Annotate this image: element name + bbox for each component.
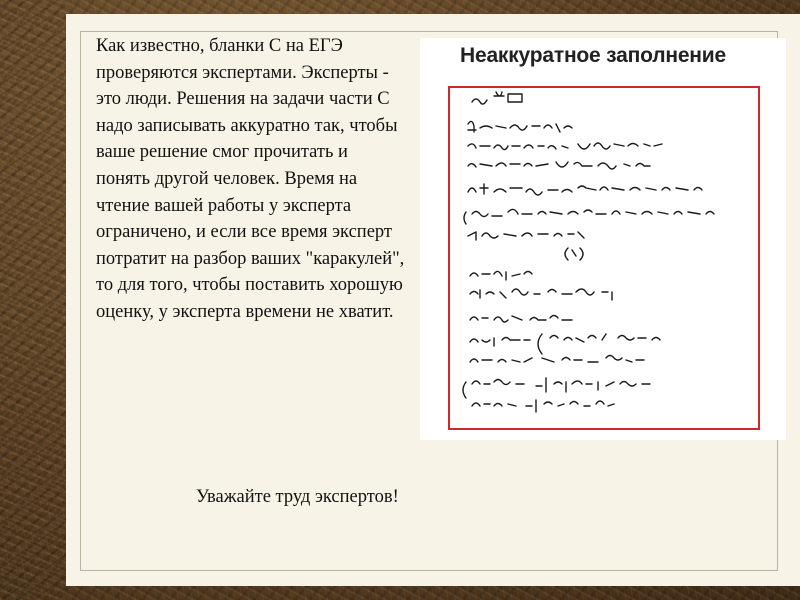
picture-frame (448, 86, 760, 430)
background-texture (0, 0, 66, 600)
handwritten-scribble (450, 88, 758, 428)
slide-body-text (96, 33, 406, 326)
body-paragraph: Как известно, бланки С на ЕГЭ проверяются экспертами. Эксперты - это люди. Решения на задачи части С надо записывать аккуратно так, чтобы ваше решение смог прочитать и понять другой человек. Время на чтение вашей работы у эксперта ограничено, и если все время эксперт потратит на разбор ваших "каракулей", то для того, чтобы поставить хорошую оценку, у эксперта времени не хватит. (96, 36, 405, 322)
sloppy-solution-picture (420, 38, 786, 440)
closing-line: Уважайте труд экспертов! (196, 487, 399, 507)
picture-title: Неаккуратное заполнение (460, 44, 726, 67)
